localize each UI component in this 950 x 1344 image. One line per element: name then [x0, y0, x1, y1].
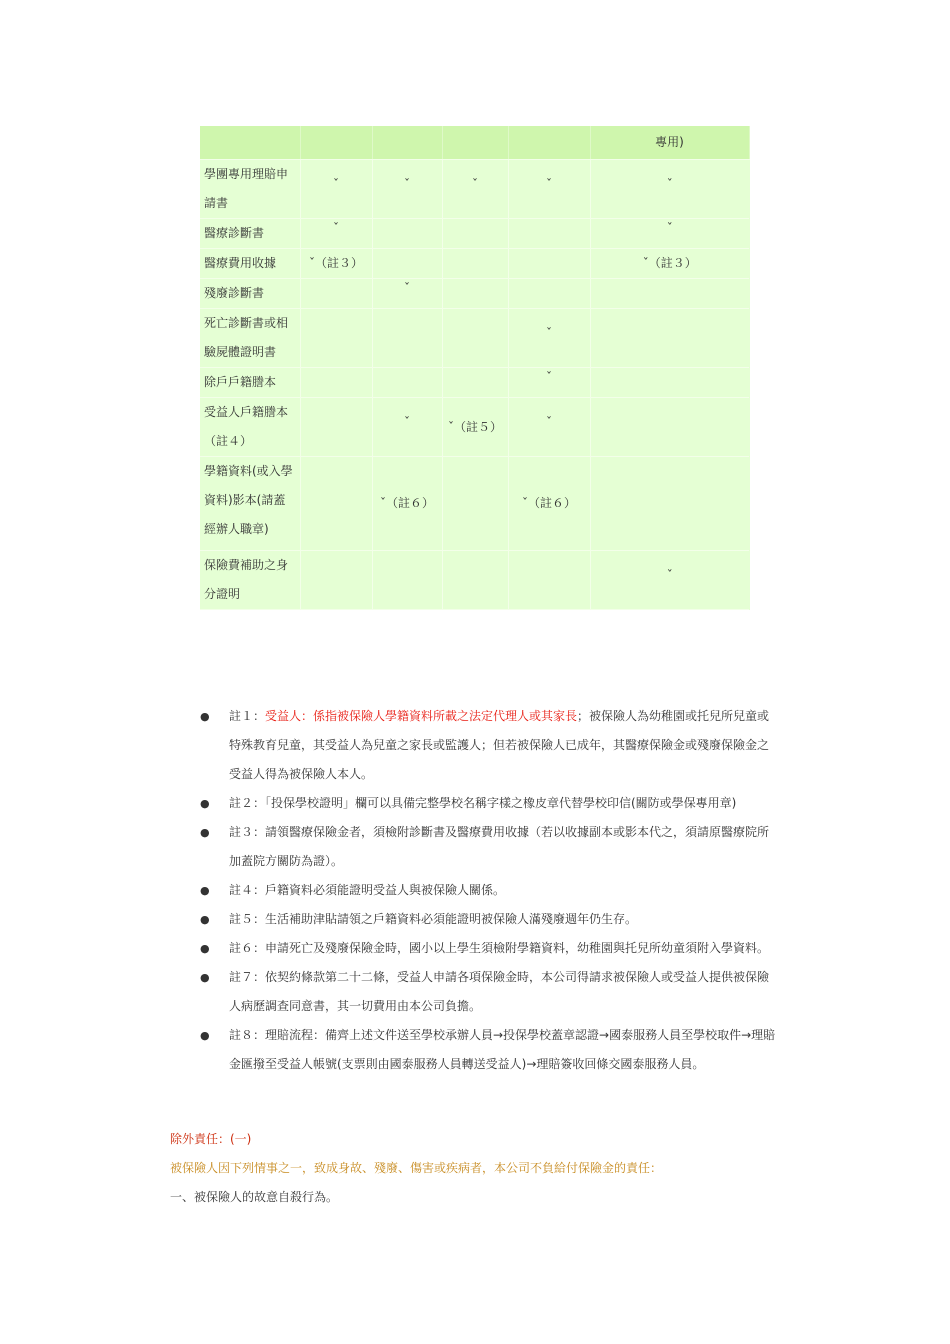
check-mark: ˇ: [333, 221, 339, 235]
row-label: 醫療費用收據: [200, 249, 300, 279]
note-item: [200, 934, 780, 963]
table-row: [200, 551, 749, 610]
note-item: [200, 876, 780, 905]
bullet-icon: ●: [200, 1029, 210, 1042]
row-label: 學團專用理賠申請書: [200, 160, 300, 219]
table-row: [200, 398, 749, 457]
note-item: [200, 702, 780, 789]
bullet-icon: ●: [200, 797, 210, 810]
note-item: [200, 905, 780, 934]
table-row: [200, 279, 749, 309]
table-row: [200, 219, 749, 249]
note-text: 註８：理賠流程：備齊上述文件送至學校承辦人員→投保學校蓋章認證→國泰服務人員至學校取件→理賠金匯撥至受益人帳號(支票則由國泰服務人員轉送受益人)→理賠簽收回條交國泰服務人員。: [229, 1028, 776, 1071]
table-row: [200, 368, 749, 398]
note-text: 註７：依契約條款第二十二條，受益人申請各項保險金時，本公司得請求被保險人或受益人提供被保險人病歷調查同意書，其一切費用由本公司負擔。: [229, 970, 770, 1013]
check-mark: ˇ: [404, 176, 410, 191]
check-mark-note: ˇ（註６）: [379, 496, 434, 510]
check-mark-note: ˇ（註３）: [642, 256, 697, 270]
check-mark-note: ˇ（註６）: [521, 496, 576, 510]
note-highlight: 受益人：係指被保險人學籍資料所載之法定代理人或其家長: [265, 709, 578, 723]
bullet-icon: ●: [200, 884, 210, 897]
check-mark: ˇ: [666, 221, 673, 235]
row-label: 保險費補助之身分證明: [200, 551, 300, 610]
check-mark: ˇ: [472, 176, 478, 191]
bullet-icon: ●: [200, 913, 210, 926]
table-row: [200, 309, 749, 368]
check-mark: ˇ: [546, 325, 552, 340]
table-row: [200, 160, 749, 219]
exclusion-item: 一、被保險人的故意自殺行為。: [170, 1190, 339, 1204]
note-text: 註５：生活補助津貼請領之戶籍資料必須能證明被保險人滿殘廢週年仍生存。: [229, 912, 638, 926]
note-text: 註６：申請死亡及殘廢保險金時，國小以上學生須檢附學籍資料，幼稚園與托兒所幼童須附入學資料。: [229, 941, 770, 955]
note-item: [200, 963, 780, 1021]
note-text: 註４：戶籍資料必須能證明受益人與被保險人關係。: [229, 883, 506, 897]
table-row: [200, 249, 749, 279]
check-mark-note: ˇ（註５）: [447, 419, 502, 434]
row-label: 受益人戶籍謄本（註４）: [200, 398, 300, 457]
check-mark: ˇ: [666, 567, 673, 582]
row-label: 死亡診斷書或相驗屍體證明書: [200, 309, 300, 368]
row-label: 醫療診斷書: [200, 219, 300, 249]
row-label: 殘廢診斷書: [200, 279, 300, 309]
bullet-icon: ●: [200, 710, 210, 723]
check-mark: ˇ: [546, 176, 552, 191]
note-text: 註３：請領醫療保險金者，須檢附診斷書及醫療費用收據（若以收據副本或影本代之，須請原醫療院所加蓋院方關防為證）。: [229, 825, 770, 868]
check-mark: ˇ: [404, 281, 410, 295]
note-item: [200, 818, 780, 876]
exclusions-title: 除外責任：(一): [170, 1132, 252, 1146]
check-mark: ˇ: [404, 414, 410, 429]
note-item: [200, 1021, 780, 1079]
required-documents-table: [200, 126, 750, 610]
table-row: [200, 457, 749, 551]
table-header-row: [200, 126, 749, 160]
exclusions-section: [170, 1125, 810, 1212]
bullet-icon: ●: [200, 942, 210, 955]
note-text: ；被保險人為幼稚園或托兒所兒童或特殊教育兒童，其受益人為兒童之家長或監護人；但若被保險人已成年，其醫療保險金或殘廢保險金之受益人得為被保險人本人。: [229, 709, 770, 781]
bullet-icon: ●: [200, 826, 210, 839]
check-mark: ˇ: [546, 370, 552, 384]
note-text: 註２：「投保學校證明」欄可以具備完整學校名稱字樣之橡皮章代替學校印信(關防或學保專用章): [229, 796, 737, 810]
notes-list: [200, 702, 780, 1079]
bullet-icon: ●: [200, 971, 210, 984]
exclusions-intro: 被保險人因下列情事之一，致成身故、殘廢、傷害或疾病者，本公司不負給付保險金的責任：: [170, 1161, 663, 1175]
check-mark: ˇ: [666, 176, 673, 191]
note-prefix: 註１：: [229, 709, 266, 723]
row-label: 除戶戶籍謄本: [200, 368, 300, 398]
note-item: [200, 789, 780, 818]
check-mark-note: ˇ（註３）: [308, 256, 363, 270]
header-cell: 專用): [590, 126, 749, 160]
row-label: 學籍資料(或入學資料)影本(請蓋經辦人職章): [200, 457, 300, 551]
check-mark: ˇ: [333, 176, 339, 191]
check-mark: ˇ: [546, 414, 552, 429]
